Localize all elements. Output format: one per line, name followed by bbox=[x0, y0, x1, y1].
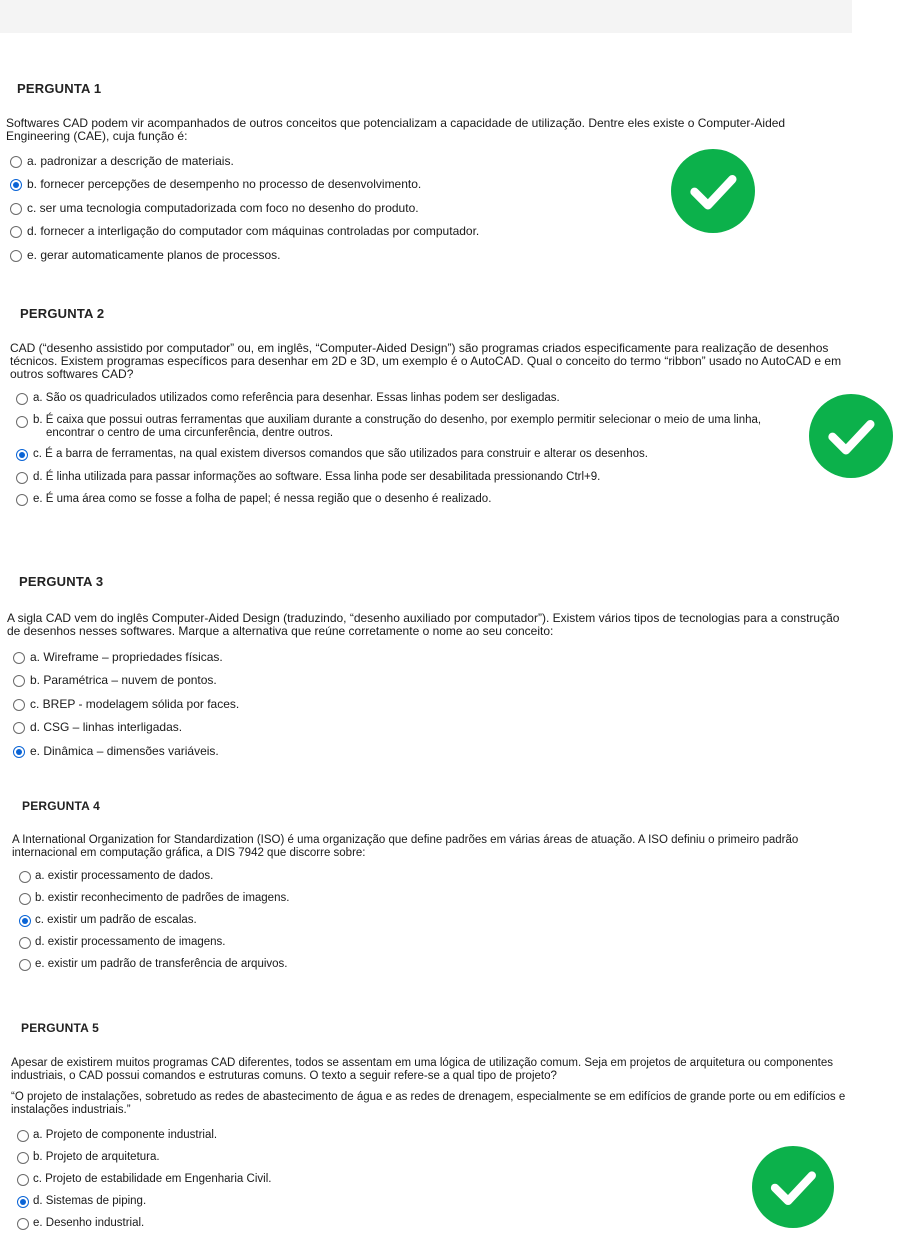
checkmark-icon bbox=[671, 149, 755, 233]
option-q1-e[interactable]: e. gerar automaticamente planos de processos. bbox=[27, 248, 281, 262]
option-q3-c[interactable]: c. BREP - modelagem sólida por faces. bbox=[30, 697, 240, 711]
radio-q4-a[interactable] bbox=[19, 871, 31, 883]
option-q4-b[interactable]: b. existir reconhecimento de padrões de imagens. bbox=[35, 892, 290, 904]
question-3-text: A sigla CAD vem do inglês Computer-Aided Design (traduzindo, “desenho auxiliado por computador”). Existem vários tipos de tecnologias para a construção de desenhos nesses softwares. Marque a alternativa que reúne corretamente o nome ao seu conceito: bbox=[7, 611, 840, 638]
option-q2-d[interactable]: d. É linha utilizada para passar informações ao software. Essa linha pode ser desabilitada pressionando Ctrl+9. bbox=[33, 471, 601, 483]
radio-q1-b[interactable] bbox=[10, 179, 22, 191]
radio-q5-a[interactable] bbox=[17, 1130, 29, 1142]
option-q3-d[interactable]: d. CSG – linhas interligadas. bbox=[30, 720, 183, 734]
option-q5-a[interactable]: a. Projeto de componente industrial. bbox=[33, 1129, 218, 1141]
option-q3-b[interactable]: b. Paramétrica – nuvem de pontos. bbox=[30, 673, 217, 687]
checkmark-icon bbox=[752, 1146, 834, 1228]
radio-q3-c[interactable] bbox=[13, 699, 25, 711]
radio-q3-d[interactable] bbox=[13, 722, 25, 734]
top-bar bbox=[0, 0, 852, 33]
question-3-title: PERGUNTA 3 bbox=[19, 574, 104, 589]
radio-q4-d[interactable] bbox=[19, 937, 31, 949]
option-q1-a[interactable]: a. padronizar a descrição de materiais. bbox=[27, 154, 234, 168]
radio-q5-b[interactable] bbox=[17, 1152, 29, 1164]
radio-q3-b[interactable] bbox=[13, 675, 25, 687]
option-q5-e[interactable]: e. Desenho industrial. bbox=[33, 1217, 145, 1229]
option-q1-d[interactable]: d. fornecer a interligação do computador com máquinas controladas por computador. bbox=[27, 224, 480, 238]
option-q4-a[interactable]: a. existir processamento de dados. bbox=[35, 870, 214, 882]
question-5-quote: “O projeto de instalações, sobretudo as redes de abastecimento de água e as redes de drenagem, especialmente se em edifícios de grande porte ou em edifícios e instalações industriais.” bbox=[11, 1091, 846, 1116]
option-q1-c[interactable]: c. ser uma tecnologia computadorizada com foco no desenho do produto. bbox=[27, 201, 419, 215]
question-1-text: Softwares CAD podem vir acompanhados de outros conceitos que potencializam a capacidade de utilização. Dentre eles existe o Computer-Aided Engineering (CAE), cuja função é: bbox=[6, 116, 786, 143]
option-q5-c[interactable]: c. Projeto de estabilidade em Engenharia Civil. bbox=[33, 1173, 272, 1185]
question-4-text: A International Organization for Standardization (ISO) é uma organização que define padrões em várias áreas de atuação. A ISO definiu o primeiro padrão internacional em computação gráfica, a DIS 7942 que discorre sobre: bbox=[12, 834, 799, 859]
radio-q1-a[interactable] bbox=[10, 156, 22, 168]
option-q2-a[interactable]: a. São os quadriculados utilizados como referência para desenhar. Essas linhas podem ser desligadas. bbox=[33, 392, 560, 404]
radio-q4-c[interactable] bbox=[19, 915, 31, 927]
radio-q3-e[interactable] bbox=[13, 746, 25, 758]
radio-q4-e[interactable] bbox=[19, 959, 31, 971]
checkmark-icon bbox=[809, 394, 893, 478]
question-4-title: PERGUNTA 4 bbox=[22, 799, 101, 813]
option-q3-a[interactable]: a. Wireframe – propriedades físicas. bbox=[30, 650, 223, 664]
radio-q2-c[interactable] bbox=[16, 449, 28, 461]
question-2-title: PERGUNTA 2 bbox=[20, 306, 105, 321]
option-q1-b[interactable]: b. fornecer percepções de desempenho no processo de desenvolvimento. bbox=[27, 177, 422, 191]
option-q4-d[interactable]: d. existir processamento de imagens. bbox=[35, 936, 226, 948]
question-1-title: PERGUNTA 1 bbox=[17, 81, 102, 96]
option-q2-e[interactable]: e. É uma área como se fosse a folha de papel; é nessa região que o desenho é realizado. bbox=[33, 493, 492, 505]
radio-q5-c[interactable] bbox=[17, 1174, 29, 1186]
question-2-text: CAD (“desenho assistido por computador” ou, em inglês, “Computer-Aided Design”) são programas criados especificamente para realização de desenhos técnicos. Existem programas específicos para desenhar em 2D e 3D, um exemplo é o AutoCAD. Qual o conceito do termo “ribbon” usado no AutoCAD e em outros softwares CAD? bbox=[10, 341, 842, 381]
option-q4-c[interactable]: c. existir um padrão de escalas. bbox=[35, 914, 197, 926]
radio-q2-a[interactable] bbox=[16, 393, 28, 405]
radio-q2-b[interactable] bbox=[16, 416, 28, 428]
radio-q2-d[interactable] bbox=[16, 472, 28, 484]
radio-q2-e[interactable] bbox=[16, 494, 28, 506]
option-q2-c[interactable]: c. É a barra de ferramentas, na qual existem diversos comandos que são utilizados para construir e alterar os desenhos. bbox=[33, 448, 648, 460]
option-q2-b-continued[interactable]: encontrar o centro de uma circunferência, dentre outros. bbox=[46, 427, 334, 439]
option-q5-b[interactable]: b. Projeto de arquitetura. bbox=[33, 1151, 160, 1163]
radio-q3-a[interactable] bbox=[13, 652, 25, 664]
radio-q1-c[interactable] bbox=[10, 203, 22, 215]
radio-q1-d[interactable] bbox=[10, 226, 22, 238]
option-q4-e[interactable]: e. existir um padrão de transferência de arquivos. bbox=[35, 958, 288, 970]
radio-q1-e[interactable] bbox=[10, 250, 22, 262]
question-5-title: PERGUNTA 5 bbox=[21, 1021, 100, 1035]
option-q5-d[interactable]: d. Sistemas de piping. bbox=[33, 1195, 147, 1207]
radio-q5-e[interactable] bbox=[17, 1218, 29, 1230]
option-q2-b[interactable]: b. É caixa que possui outras ferramentas que auxiliam durante a construção do desenho, por exemplo permitir selecionar o meio de uma linha, bbox=[33, 414, 762, 426]
question-5-text: Apesar de existirem muitos programas CAD diferentes, todos se assentam em uma lógica de utilização comum. Seja em projetos de arquitetura ou componentes industriais, o CAD possui comandos e estruturas comuns. O texto a seguir refere-se a qual tipo de projeto? bbox=[11, 1057, 834, 1082]
option-q3-e[interactable]: e. Dinâmica – dimensões variáveis. bbox=[30, 744, 219, 758]
radio-q5-d[interactable] bbox=[17, 1196, 29, 1208]
radio-q4-b[interactable] bbox=[19, 893, 31, 905]
